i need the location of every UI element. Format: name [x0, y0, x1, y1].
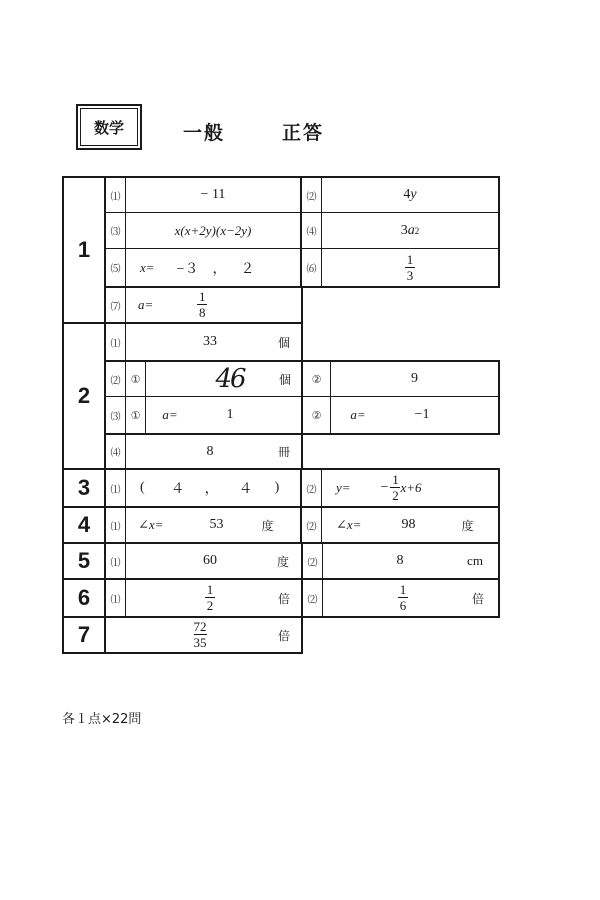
unit-label: 度	[276, 554, 289, 569]
answer-3-2: y= − $\frac{1}{2}$ x+6	[336, 472, 422, 503]
question-number: ⑸	[106, 249, 126, 286]
answer-6-2	[378, 580, 428, 616]
answer-2-3-2: −1	[414, 407, 430, 422]
question-number: ⑵	[302, 470, 322, 506]
heading-kind: 正答	[282, 122, 325, 144]
question-number: ⑴	[106, 544, 126, 578]
answer-6-1	[180, 580, 240, 616]
unit-label: cm	[467, 553, 483, 568]
answer-1-5: x= −３ ， ２	[126, 249, 302, 286]
question-number: ⑴	[106, 470, 126, 506]
variable-prefix: a=	[350, 407, 366, 422]
unit-label: 倍	[277, 628, 290, 643]
fraction: $\frac{1}{2}$	[392, 472, 399, 503]
question-number: ⑶	[106, 213, 126, 248]
section-label: 6	[62, 578, 106, 618]
unit-label: 倍	[471, 591, 484, 606]
answer-1-4: 3 a 2	[400, 222, 420, 238]
unit-label: 倍	[277, 591, 290, 606]
answer-2-1: 33	[203, 334, 217, 349]
question-number: ⑵	[302, 178, 322, 212]
question-number: ⑵	[303, 580, 323, 616]
section-label: 4	[62, 506, 106, 544]
subject-box	[76, 104, 142, 150]
section-label: 7	[62, 616, 106, 654]
question-number: ⑷	[106, 435, 126, 468]
question-number: ⑷	[302, 213, 322, 248]
section-label: 5	[62, 542, 106, 580]
answer-5-2: 8	[396, 553, 404, 568]
answer-4-1: ∠x= 53 度	[126, 508, 302, 542]
heading-category: 一般	[183, 122, 226, 144]
answer-1-3: x(x+2y)(x−2y)	[126, 213, 302, 248]
sub-number: ②	[303, 397, 331, 433]
answer-2-4: 8	[206, 443, 214, 459]
answer-5-1: 60	[203, 553, 217, 568]
section-label: 1	[62, 176, 106, 324]
question-number: ⑴	[106, 508, 126, 542]
variable-prefix: a=	[162, 407, 178, 422]
scoring-note: 各１点×22問	[62, 712, 142, 727]
question-number: ⑵	[302, 508, 322, 542]
answer-1-1: − 11	[126, 178, 302, 212]
answer-2-3-1: 1	[226, 407, 234, 422]
answer-3-1: ( ４ ， ４ )	[126, 470, 302, 506]
answer-7	[170, 618, 230, 652]
sub-number: ①	[126, 362, 146, 396]
fraction: $\frac{1}{3}$	[406, 251, 414, 283]
subject-label: 数学	[80, 108, 138, 146]
answer-2-2-1: 46	[215, 364, 245, 394]
answer-2-2-2: 9	[411, 371, 418, 386]
question-number: ⑺	[106, 288, 126, 322]
answer-1-2: 4 y	[403, 187, 417, 202]
question-number: ⑴	[106, 178, 126, 212]
answer-4-2: ∠x= 98 度	[336, 517, 474, 533]
question-number: ⑵	[303, 544, 323, 578]
sub-number: ②	[303, 362, 331, 396]
unit-label: 個	[278, 372, 291, 387]
question-number: ⑵	[106, 362, 126, 396]
fraction: $\frac{1}{6}$	[399, 582, 407, 613]
answer-1-7: a= $\frac{1}{8}$	[138, 289, 206, 320]
question-number: ⑴	[106, 324, 126, 360]
fraction: $\frac{72}{35}$	[193, 619, 207, 650]
section-label: 3	[62, 468, 106, 508]
answer-1-6	[322, 249, 498, 286]
fraction: $\frac{1}{8}$	[199, 289, 206, 320]
unit-label: 冊	[277, 445, 290, 459]
question-number: ⑴	[106, 580, 126, 616]
question-number: ⑹	[302, 249, 322, 286]
fraction: $\frac{1}{2}$	[206, 582, 214, 613]
unit-label: 個	[277, 335, 290, 350]
question-number: ⑶	[106, 397, 126, 433]
sub-number: ①	[126, 397, 146, 433]
section-label: 2	[62, 322, 106, 470]
